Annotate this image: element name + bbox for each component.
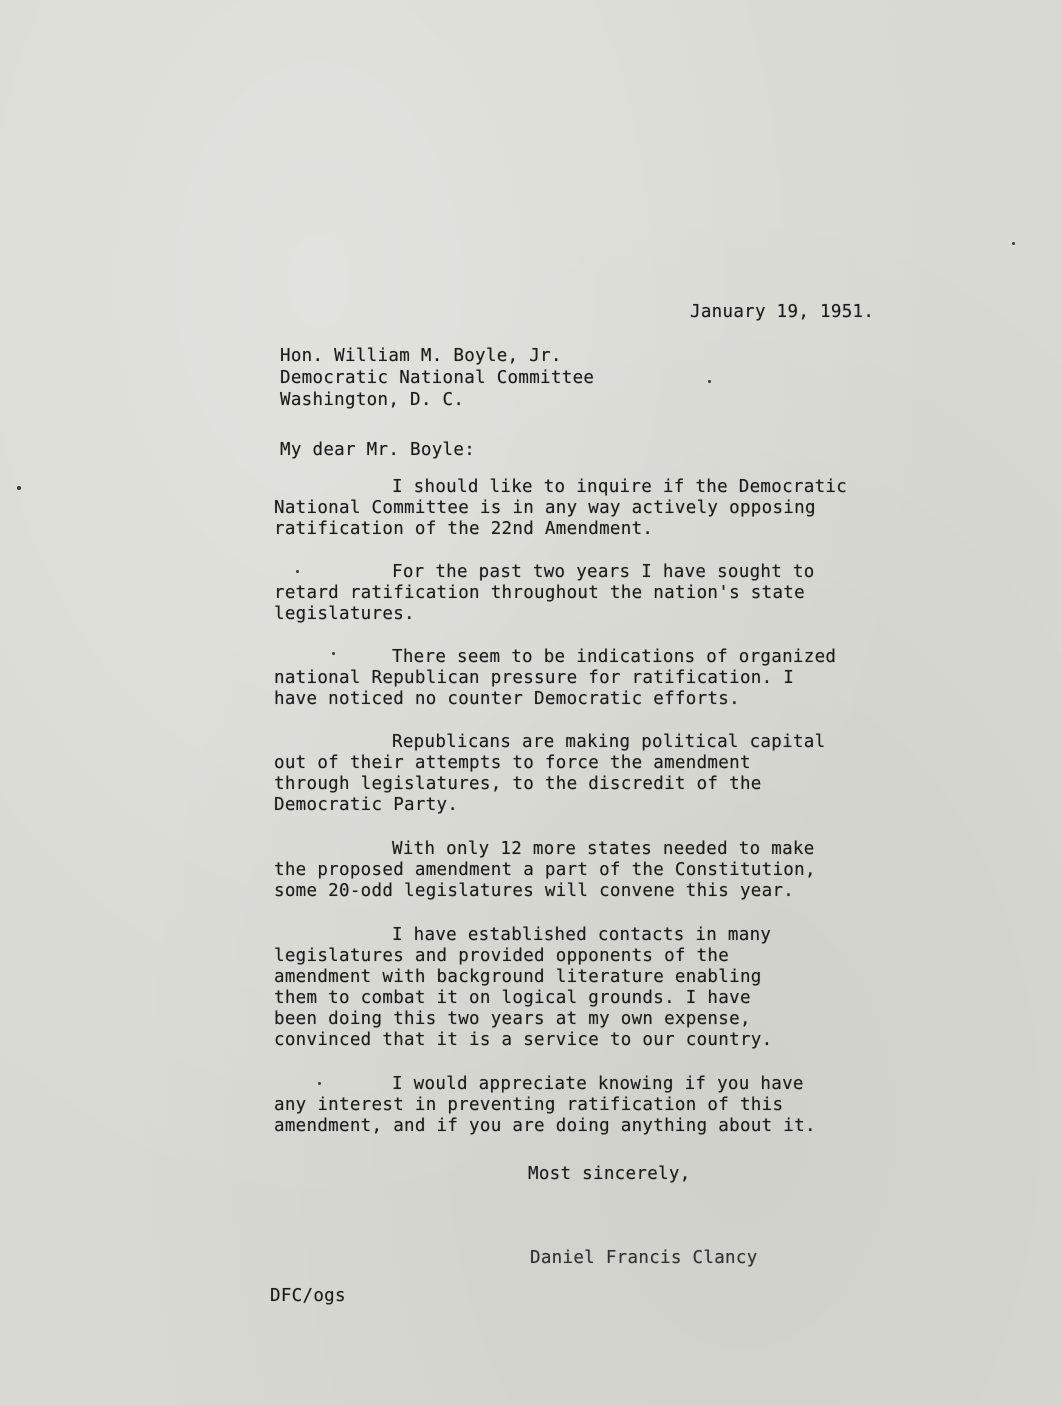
paragraph-line: out of their attempts to force the amendment (274, 753, 751, 773)
paper-speck (318, 1082, 321, 1085)
paragraph-line: retard ratification throughout the nation's state (274, 583, 805, 603)
paragraph-line: some 20-odd legislatures will convene this year. (274, 881, 795, 901)
paragraph-line: amendment with background literature enabling (274, 967, 762, 987)
paragraph-1 (274, 477, 847, 540)
paper-speck (17, 486, 21, 490)
paragraph-3 (274, 647, 836, 710)
paragraph-line: legislatures. (274, 604, 415, 624)
paragraph-line: I would appreciate knowing if you have (392, 1074, 804, 1094)
closing: Most sincerely, (528, 1164, 691, 1184)
paragraph-line: the proposed amendment a part of the Constitution, (274, 860, 816, 880)
paragraph-line: For the past two years I have sought to (392, 562, 815, 582)
paragraph-line: through legislatures, to the discredit of the (274, 774, 762, 794)
paragraph-line: With only 12 more states needed to make (392, 839, 815, 859)
paragraph-line: them to combat it on logical grounds. I have (274, 988, 751, 1008)
paper-speck (296, 570, 299, 573)
paragraph-line: any interest in preventing ratification of this (274, 1095, 784, 1115)
signature-name: Daniel Francis Clancy (530, 1248, 758, 1268)
paragraph-line: been doing this two years at my own expense, (274, 1009, 751, 1029)
typist-initials: DFC/ogs (270, 1286, 346, 1306)
paragraph-line: have noticed no counter Democratic efforts. (274, 689, 740, 709)
paragraph-line: Democratic Party. (274, 795, 459, 815)
paragraph-4 (274, 732, 825, 816)
paragraph-line: amendment, and if you are doing anything about it. (274, 1116, 816, 1136)
recipient-city: Washington, D. C. (280, 390, 465, 410)
paragraph-2 (274, 562, 815, 625)
paragraph-line: National Committee is in any way actively opposing (274, 498, 816, 518)
recipient-name: Hon. William M. Boyle, Jr. (280, 346, 562, 366)
paragraph-line: convinced that it is a service to our country. (274, 1030, 773, 1050)
paragraph-line: Republicans are making political capital (392, 732, 826, 752)
paragraph-7 (274, 1074, 816, 1137)
paper-speck (708, 380, 711, 383)
paragraph-6 (274, 925, 772, 1051)
paragraph-line: I should like to inquire if the Democratic (392, 477, 848, 497)
paragraph-line: legislatures and provided opponents of the (274, 946, 730, 966)
paragraph-line: ratification of the 22nd Amendment. (274, 519, 654, 539)
paper-speck (1012, 242, 1015, 245)
paper-speck (332, 652, 335, 655)
paragraph-line: national Republican pressure for ratification. I (274, 668, 795, 688)
paragraph-5 (274, 839, 816, 902)
salutation: My dear Mr. Boyle: (280, 440, 476, 460)
letter-date: January 19, 1951. (690, 302, 875, 322)
paragraph-line: There seem to be indications of organized (392, 647, 837, 667)
paragraph-line: I have established contacts in many (392, 925, 772, 945)
recipient-organization: Democratic National Committee (280, 368, 595, 388)
